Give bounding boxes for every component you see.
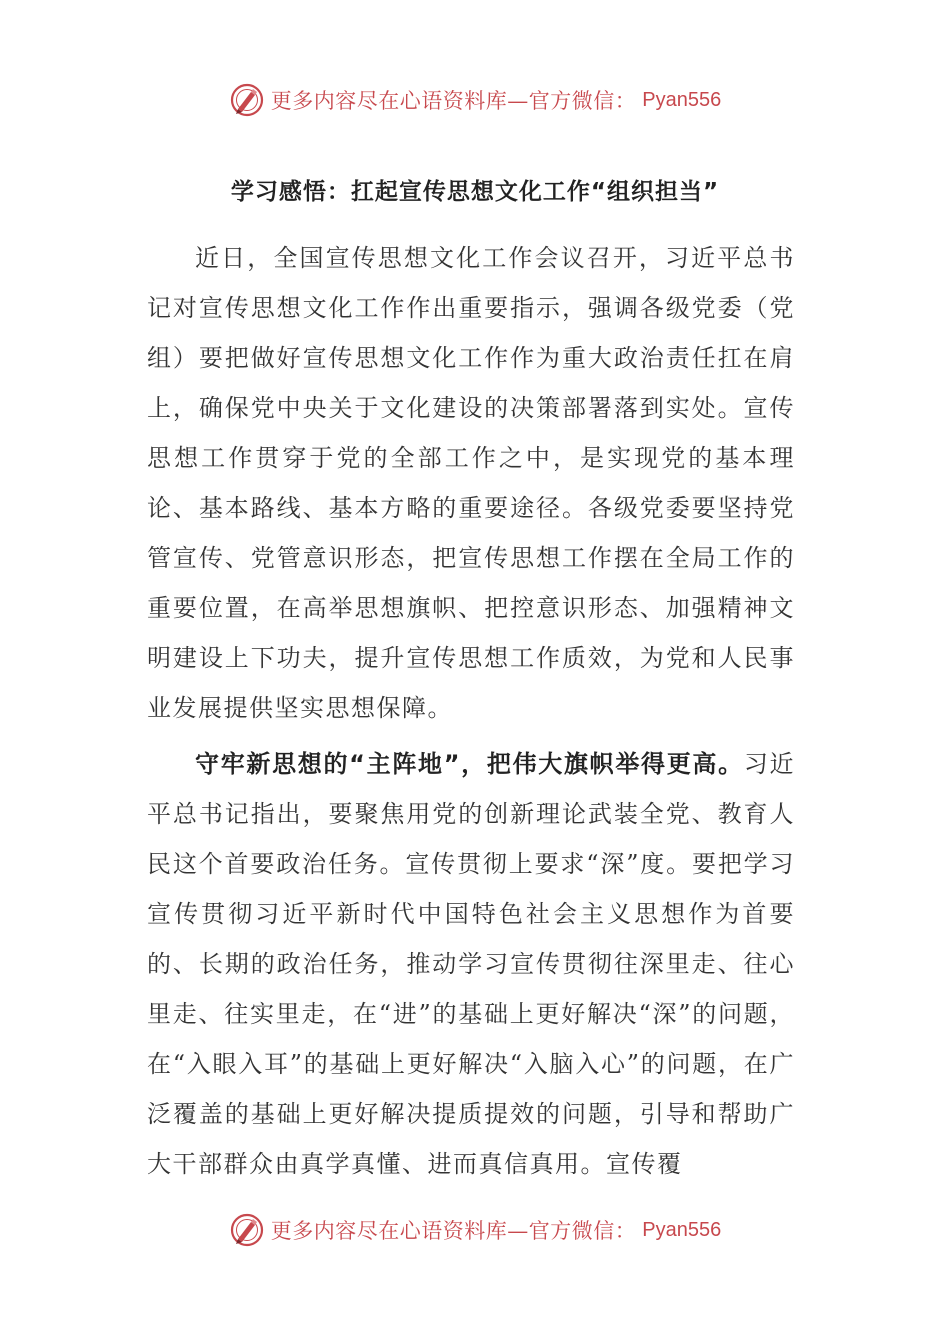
document-body: [147, 233, 795, 1189]
paragraph-1: [147, 233, 795, 733]
paragraph-lead: 守牢新思想的“主阵地”，把伟大旗帜举得更高。: [195, 750, 744, 778]
pen-circle-icon: [229, 82, 265, 118]
banner-text: 更多内容尽在心语资料库—官方微信：: [270, 89, 637, 113]
document-title: 学习感悟：扛起宣传思想文化工作“组织担当”: [230, 179, 720, 205]
paragraph-text: 近日，全国宣传思想文化工作会议召开，习近平总书记对宣传思想文化工作作出重要指示，强调各级党委（党组）要把做好宣传思想文化工作作为重大政治责任扛在肩上，确保党中央关于文化建设的决策部署落到实处。宣传思想工作贯穿于党的全部工作之中，是实现党的基本理论、基本路线、基本方略的重要途径。各级党委要坚持党管宣传、党管意识形态，把宣传思想工作摆在全局工作的重要位置，在高举思想旗帜、把控意识形态、加强精神文明建设上下功夫，提升宣传思想工作质效，为党和人民事业发展提供坚实思想保障。: [147, 244, 795, 722]
paragraph-2: [147, 739, 795, 1189]
banner-text: 更多内容尽在心语资料库—官方微信：: [270, 1219, 637, 1243]
header-banner: [0, 82, 950, 118]
banner-wechat-id: Pyan556: [642, 88, 722, 111]
paragraph-text: 习近平总书记指出，要聚焦用党的创新理论武装全党、教育人民这个首要政治任务。宣传贯彻上要求“深”度。要把学习宣传贯彻习近平新时代中国特色社会主义思想作为首要的、长期的政治任务，推动学习宣传贯彻往深里走、往心里走、往实里走，在“进”的基础上更好解决“深”的问题，在“入眼入耳”的基础上更好解决“入脑入心”的问题，在广泛覆盖的基础上更好解决提质提效的问题，引导和帮助广大干部群众由真学真懂、进而真信真用。宣传覆: [147, 750, 796, 1178]
banner-wechat-id: Pyan556: [642, 1218, 722, 1241]
pen-circle-icon: [229, 1212, 265, 1248]
footer-banner: [0, 1212, 950, 1248]
